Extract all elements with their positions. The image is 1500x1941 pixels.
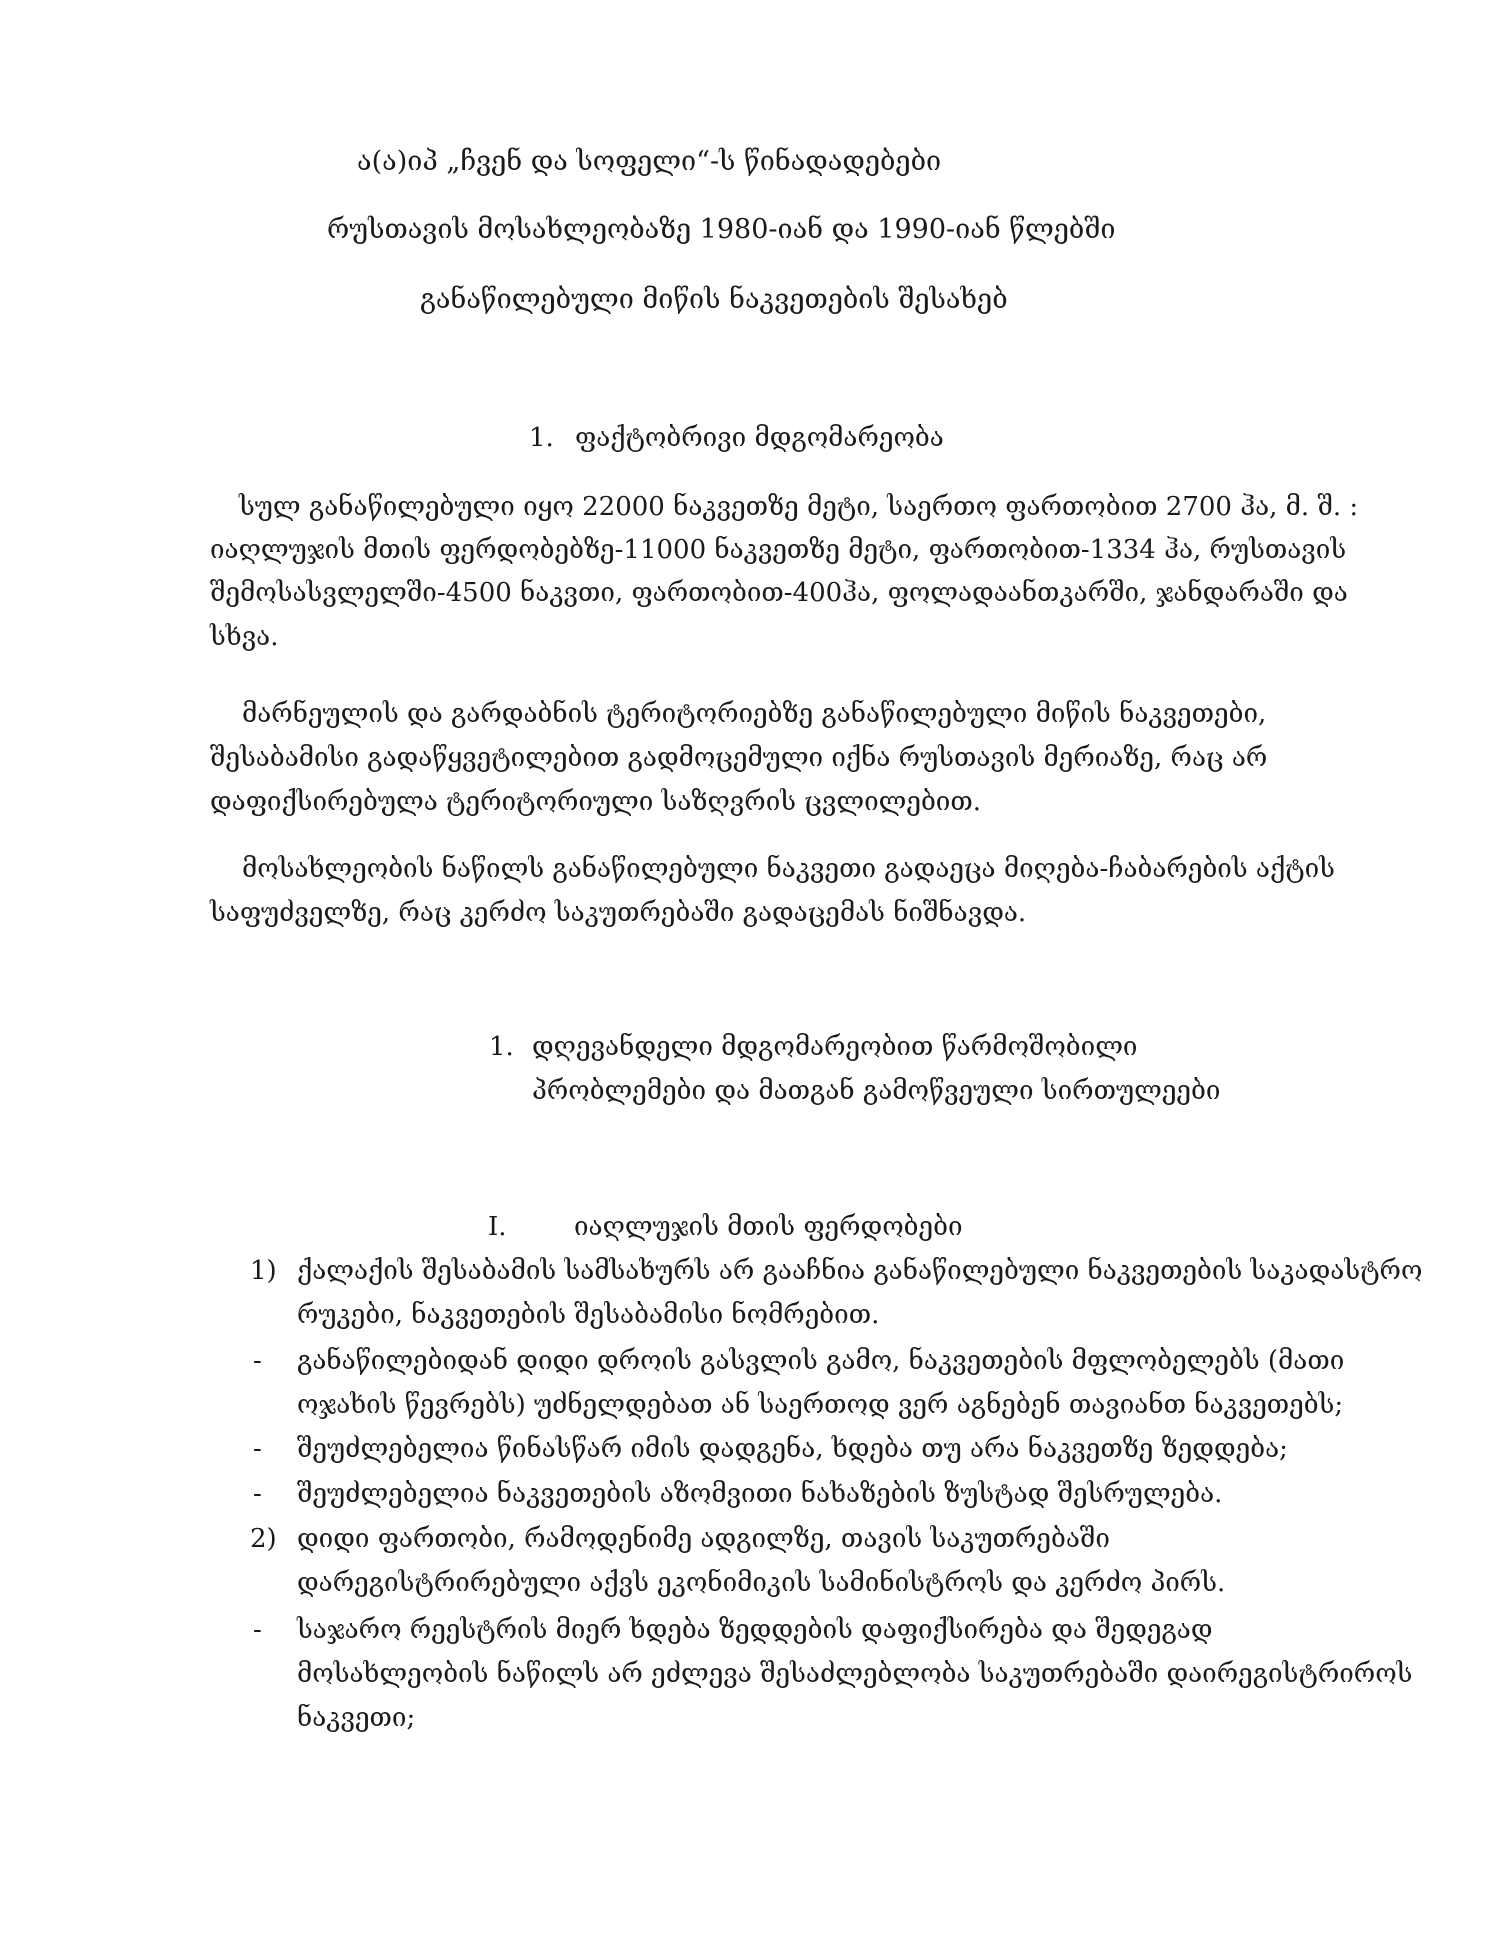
subsection-1-heading: იაღლუჯის მთის ფერდობები (574, 1212, 963, 1242)
document-title-line-1: ა(ა)იპ „ჩვენ და სოფელი“-ს წინადადებები (357, 146, 942, 177)
section-1-paragraph-3-line-1: მოსახლეობის ნაწილს განაწილებული ნაკვეთი გადაეცა მიღება-ჩაბარების აქტის (242, 854, 1335, 884)
section-2-heading-line-2: პრობლემები და მათგან გამოწვეული სირთულეები (532, 1076, 1221, 1106)
section-1-paragraph-1-line-4: სხვა. (210, 622, 279, 652)
list-item-line: რუკები, ნაკვეთების შესაბამისი ნომრებით. (297, 1300, 880, 1330)
section-1-paragraph-1-line-3: შემოსასვლელში-4500 ნაკვთი, ფართობით-400ჰა, ფოლადაანთკარში, ჯანდარაში და (210, 578, 1348, 608)
section-1-paragraph-3-line-2: საფუძველზე, რაც კერძო საკუთრებაში გადაცემას ნიშნავდა. (210, 898, 1027, 928)
section-1-paragraph-2-line-3: დაფიქსირებულა ტერიტორიული საზღვრის ცვლილებით. (210, 787, 981, 817)
list-item-line: ქალაქის შესაბამის სამსახურს არ გააჩნია განაწილებული ნაკვეთების საკადასტრო (297, 1256, 1423, 1286)
section-1-number: 1. (529, 423, 554, 453)
list-item-line: დარეგისტრირებული აქვს ეკონიმიკის სამინისტროს და კერძო პირს. (297, 1568, 1226, 1598)
section-2-heading-line-1: დღევანდელი მდგომარეობით წარმოშობილი (532, 1032, 1138, 1062)
list-item-marker: 2) (250, 1524, 277, 1554)
document-title-line-2: რუსთავის მოსახლეობაზე 1980-იან და 1990-იან წლებში (327, 214, 1116, 245)
list-item-dash: - (253, 1479, 262, 1509)
section-1-paragraph-1-line-2: იაღლუჯის მთის ფერდობებზე-11000 ნაკვეთზე მეტი, ფართობით-1334 ჰა, რუსთავის (210, 535, 1347, 565)
section-1-paragraph-2-line-2: შესაბამისი გადაწყვეტილებით გადმოცემული იქნა რუსთავის მერიაზე, რაც არ (210, 743, 1268, 773)
list-item-line: მოსახლეობის ნაწილს არ ეძლევა შესაძლებლობა საკუთრებაში დაირეგისტრიროს (297, 1659, 1413, 1689)
list-item-dash: - (253, 1615, 262, 1645)
section-1-heading: ფაქტობრივი მდგომარეობა (575, 423, 944, 453)
list-item-marker: 1) (250, 1256, 277, 1286)
list-item-line: შეუძლებელია ნაკვეთების აზომვითი ნახაზების ზუსტად შესრულება. (297, 1479, 1223, 1509)
list-item-dash: - (253, 1346, 262, 1376)
list-item-line: ნაკვეთი; (297, 1703, 416, 1733)
list-item-line: საჯარო რეესტრის მიერ ხდება ზედდების დაფიქსირება და შედეგად (297, 1615, 1213, 1645)
document-title-line-3: განაწილებული მიწის ნაკვეთების შესახებ (420, 284, 1008, 315)
list-item-dash: - (253, 1434, 262, 1464)
section-2-number: 1. (489, 1032, 514, 1062)
list-item-line: ოჯახის წევრებს) უძნელდებათ ან საერთოდ ვერ აგნებენ თავიანთ ნაკვეთებს; (297, 1390, 1344, 1420)
list-item-line: განაწილებიდან დიდი დროის გასვლის გამო, ნაკვეთების მფლობელებს (მათი (297, 1346, 1345, 1376)
list-item-line: დიდი ფართობი, რამოდენიმე ადგილზე, თავის საკუთრებაში (297, 1524, 1110, 1554)
list-item-line: შეუძლებელია წინასწარ იმის დადგენა, ხდება თუ არა ნაკვეთზე ზედდება; (297, 1434, 1288, 1464)
section-1-paragraph-1-line-1: სულ განაწილებული იყო 22000 ნაკვეთზე მეტი, საერთო ფართობით 2700 ჰა, მ. შ. : (239, 492, 1359, 522)
section-1-paragraph-2-line-1: მარნეულის და გარდაბნის ტერიტორიებზე განაწილებული მიწის ნაკვეთები, (242, 699, 1267, 729)
subsection-1-numeral: I. (488, 1212, 507, 1242)
